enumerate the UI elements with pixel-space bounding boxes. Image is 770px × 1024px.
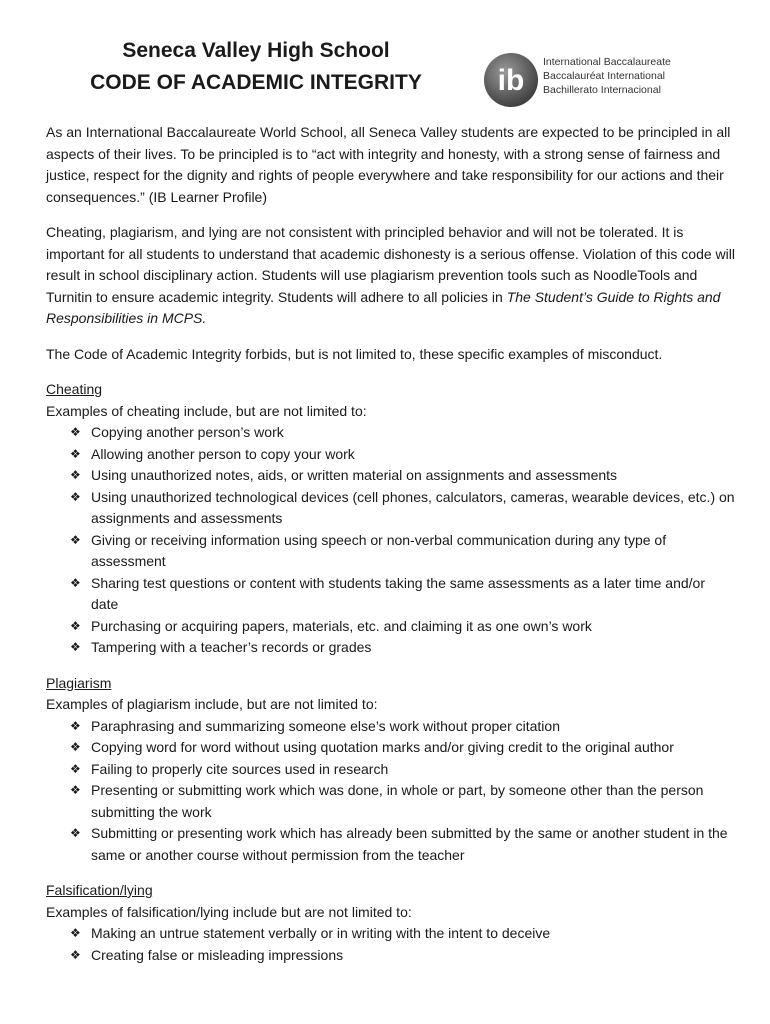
diamond-bullet-icon: ❖ [70,468,81,482]
diamond-bullet-icon: ❖ [70,489,81,504]
cheating-lead: Examples of cheating include, but are not limited to: [46,402,367,419]
cheating-list [46,422,736,659]
title-block [70,38,442,96]
document-body [46,122,736,980]
list-item: ❖ Giving or receiving information using speech or non-verbal communication during any type of assessment [70,531,667,569]
list-item: ❖ Tampering with a teacher’s records or grades [70,637,736,659]
list-item: ❖ Creating false or misleading impressions [70,945,736,967]
forbids-paragraph: The Code of Academic Integrity forbids, but is not limited to, these specific examples of misconduct. [46,345,663,362]
diamond-bullet-icon: ❖ [70,718,81,733]
diamond-bullet-icon: ❖ [70,446,81,461]
intro-paragraph: As an International Baccalaureate World School, all Seneca Valley students are expected to be principled in all aspects of their lives. To be principled is to “act with integrity and honesty, with a strong sense of fairness and justice, respect for the dignity and rights of people everywhere and take responsibility for our actions and their consequences.” (IB Learner Profile) [46,124,731,205]
list-item: ❖ Purchasing or acquiring papers, materials, etc. and claiming it as one own’s work [70,616,736,638]
list-item: ❖ Using unauthorized technological devices (cell phones, calculators, cameras, wearable devices, etc.) on assignments and assessments [70,488,735,526]
falsification-lead: Examples of falsification/lying include but are not limited to: [46,903,412,920]
plagiarism-lead: Examples of plagiarism include, but are not limited to: [46,696,378,712]
diamond-bullet-icon: ❖ [70,783,81,797]
list-item: ❖ Failing to properly cite sources used in research [70,759,736,781]
document-title: CODE OF ACADEMIC INTEGRITY [90,71,422,94]
ib-logo-icon [483,52,539,108]
diamond-bullet-icon: ❖ [70,618,81,633]
ib-name-block [543,55,671,97]
list-item: ❖ Sharing test questions or content with students taking the same assessments as a later time and/or date [70,574,705,612]
diamond-bullet-icon: ❖ [70,826,81,840]
diamond-bullet-icon: ❖ [70,640,81,654]
cheating-heading: Cheating [46,381,103,397]
ib-name-spanish: Bachillerato Internacional [543,84,661,96]
list-item: ❖ Copying another person’s work [70,422,736,444]
list-item: ❖ Making an untrue statement verbally or in writing with the intent to deceive [70,923,736,945]
diamond-bullet-icon: ❖ [70,532,81,547]
list-item: ❖ Copying word for word without using quotation marks and/or giving credit to the original author [70,737,736,759]
ib-name-english: International Baccalaureate [543,56,671,68]
list-item: ❖ Presenting or submitting work which was done, in whole or part, by someone other than the person submitting the work [70,782,704,820]
plagiarism-section [46,673,736,867]
policy-text: Cheating, plagiarism, and lying are not consistent with principled behavior and will not be tolerated. It is important for all students to understand that academic dishonesty is a serious offense. Violation of this code will result in school disciplinary action. Students will use plagiarism prevention tools such as NoodleTools and Turnitin to ensure academic integrity. Students will adhere to all policies in [46,224,735,305]
diamond-bullet-icon: ❖ [70,926,81,940]
plagiarism-heading: Plagiarism [46,674,112,691]
ib-logo-lettering: ib [497,64,525,97]
diamond-bullet-icon: ❖ [70,740,81,754]
list-item: ❖ Submitting or presenting work which has already been submitted by the same or another student in the same or another course without permission from the teacher [70,825,728,863]
cheating-section [46,379,736,659]
diamond-bullet-icon: ❖ [70,947,81,962]
falsification-heading: Falsification/lying [46,882,153,898]
school-name: Seneca Valley High School [122,39,390,62]
ib-name-french: Baccalauréat International [543,70,665,82]
policy-guide-title: The Student’s Guide to Rights and Responsibilities in MCPS. [46,288,721,326]
falsification-list [46,923,736,966]
falsification-section [46,880,736,966]
diamond-bullet-icon: ❖ [70,425,81,439]
list-item: ❖ Paraphrasing and summarizing someone else’s work without proper citation [70,716,736,738]
list-item: ❖ Allowing another person to copy your work [70,444,736,466]
list-item: ❖ Using unauthorized notes, aids, or written material on assignments and assessments [70,465,736,487]
plagiarism-list [46,716,736,867]
diamond-bullet-icon: ❖ [70,575,81,590]
diamond-bullet-icon: ❖ [70,761,81,776]
policy-paragraph [46,222,736,330]
